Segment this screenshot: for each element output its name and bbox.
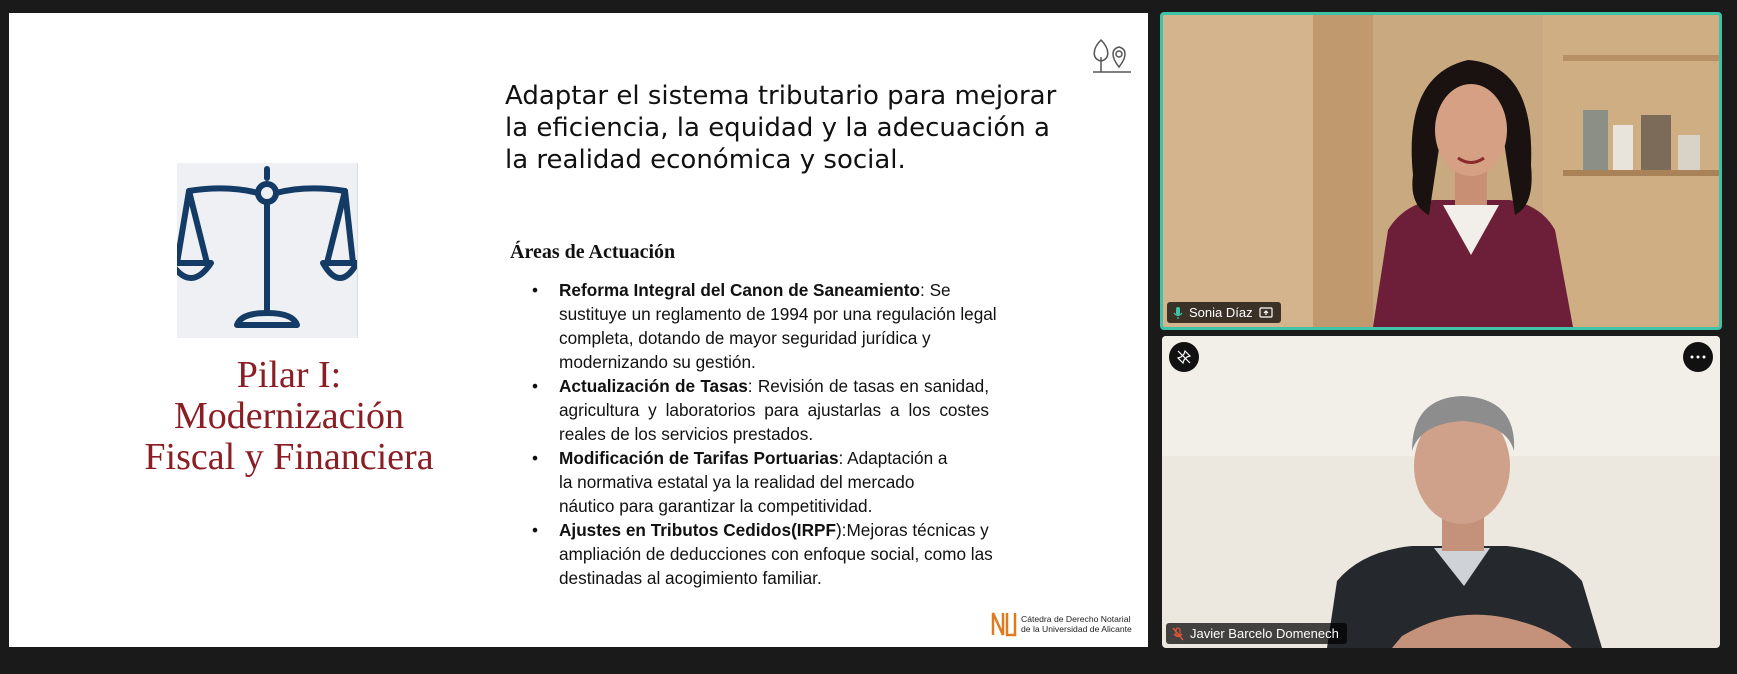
pillar-title-line: Modernización [173,395,405,437]
bullet-text: sustituye un reglamento de 1994 por una regulación legal [559,304,997,324]
slide-headline: Adaptar el sistema tributario para mejorar la eficiencia, la equidad y la adecuación a la realidad económica y social. [505,81,1057,175]
mic-icon [1173,306,1183,320]
chair-logo-icon [991,611,1017,637]
bullet-text: ampliación de deducciones con enfoque social, como las [559,544,993,564]
shared-slide [9,13,1148,647]
participant-name: Javier Barcelo Domenech [1190,626,1339,641]
pillar-title-line: Pilar I: [236,354,342,396]
bullet-text: : Adaptación a [838,448,948,468]
bullet-title: Actualización de Tasas [559,376,748,396]
pillar-title-line: Fiscal y Financiera [144,436,434,478]
participant-name-tag [1166,623,1347,644]
bullet-dot: • [532,520,539,540]
areas-heading: Áreas de Actuación [510,241,676,263]
bullet-text: destinadas al acogimiento familiar. [559,568,822,588]
scales-illustration [177,163,358,338]
list-item [521,374,989,446]
participant-video-tile[interactable] [1160,12,1722,330]
list-item [521,518,1081,590]
list-item [521,446,1081,518]
participant-video-tile[interactable] [1162,336,1720,648]
unpin-button[interactable] [1169,342,1199,372]
screen-share-icon [1259,307,1273,319]
more-options-icon [1690,355,1706,359]
logo-text-line: Cátedra de Derecho Notarial [1021,614,1131,624]
participant-name: Sonia Díaz [1189,305,1253,320]
bullet-text: modernizando su gestión. [559,352,756,372]
tree-location-icon [1089,37,1135,75]
participant-video [1162,336,1720,648]
bullet-dot: • [532,448,539,468]
participant-name-tag [1167,302,1281,323]
bullet-text: completa, dotando de mayor seguridad jurídica y [559,328,931,348]
bullet-text: náutico para garantizar la competitividad. [559,496,873,516]
bullet-text: ):Mejoras técnicas y [835,520,989,540]
bullet-dot: • [532,376,539,396]
bullet-title: Modificación de Tarifas Portuarias [559,448,839,468]
university-chair-logo [991,611,1132,637]
bullet-dot: • [532,280,539,300]
more-options-button[interactable] [1683,342,1713,372]
bullet-text: : Revisión de tasas en sanidad, agricultura y laboratorios para ajustarlas a los costes reales de los servicios prestados. [559,376,989,444]
bullet-title: Reforma Integral del Canon de Saneamiento [559,280,921,300]
logo-text-line: de la Universidad de Alicante [1021,624,1132,634]
scales-of-justice-icon [177,163,357,338]
participant-video [1163,15,1719,327]
pin-off-icon [1176,349,1192,365]
bullet-title: Ajustes en Tributos Cedidos(IRPF [559,520,836,540]
bullet-text: : Se [920,280,951,300]
list-item [521,278,1081,374]
action-areas-list [521,278,1081,590]
mic-muted-icon [1172,627,1184,641]
pillar-title [89,355,489,478]
bullet-text: la normativa estatal ya la realidad del mercado [559,472,915,492]
